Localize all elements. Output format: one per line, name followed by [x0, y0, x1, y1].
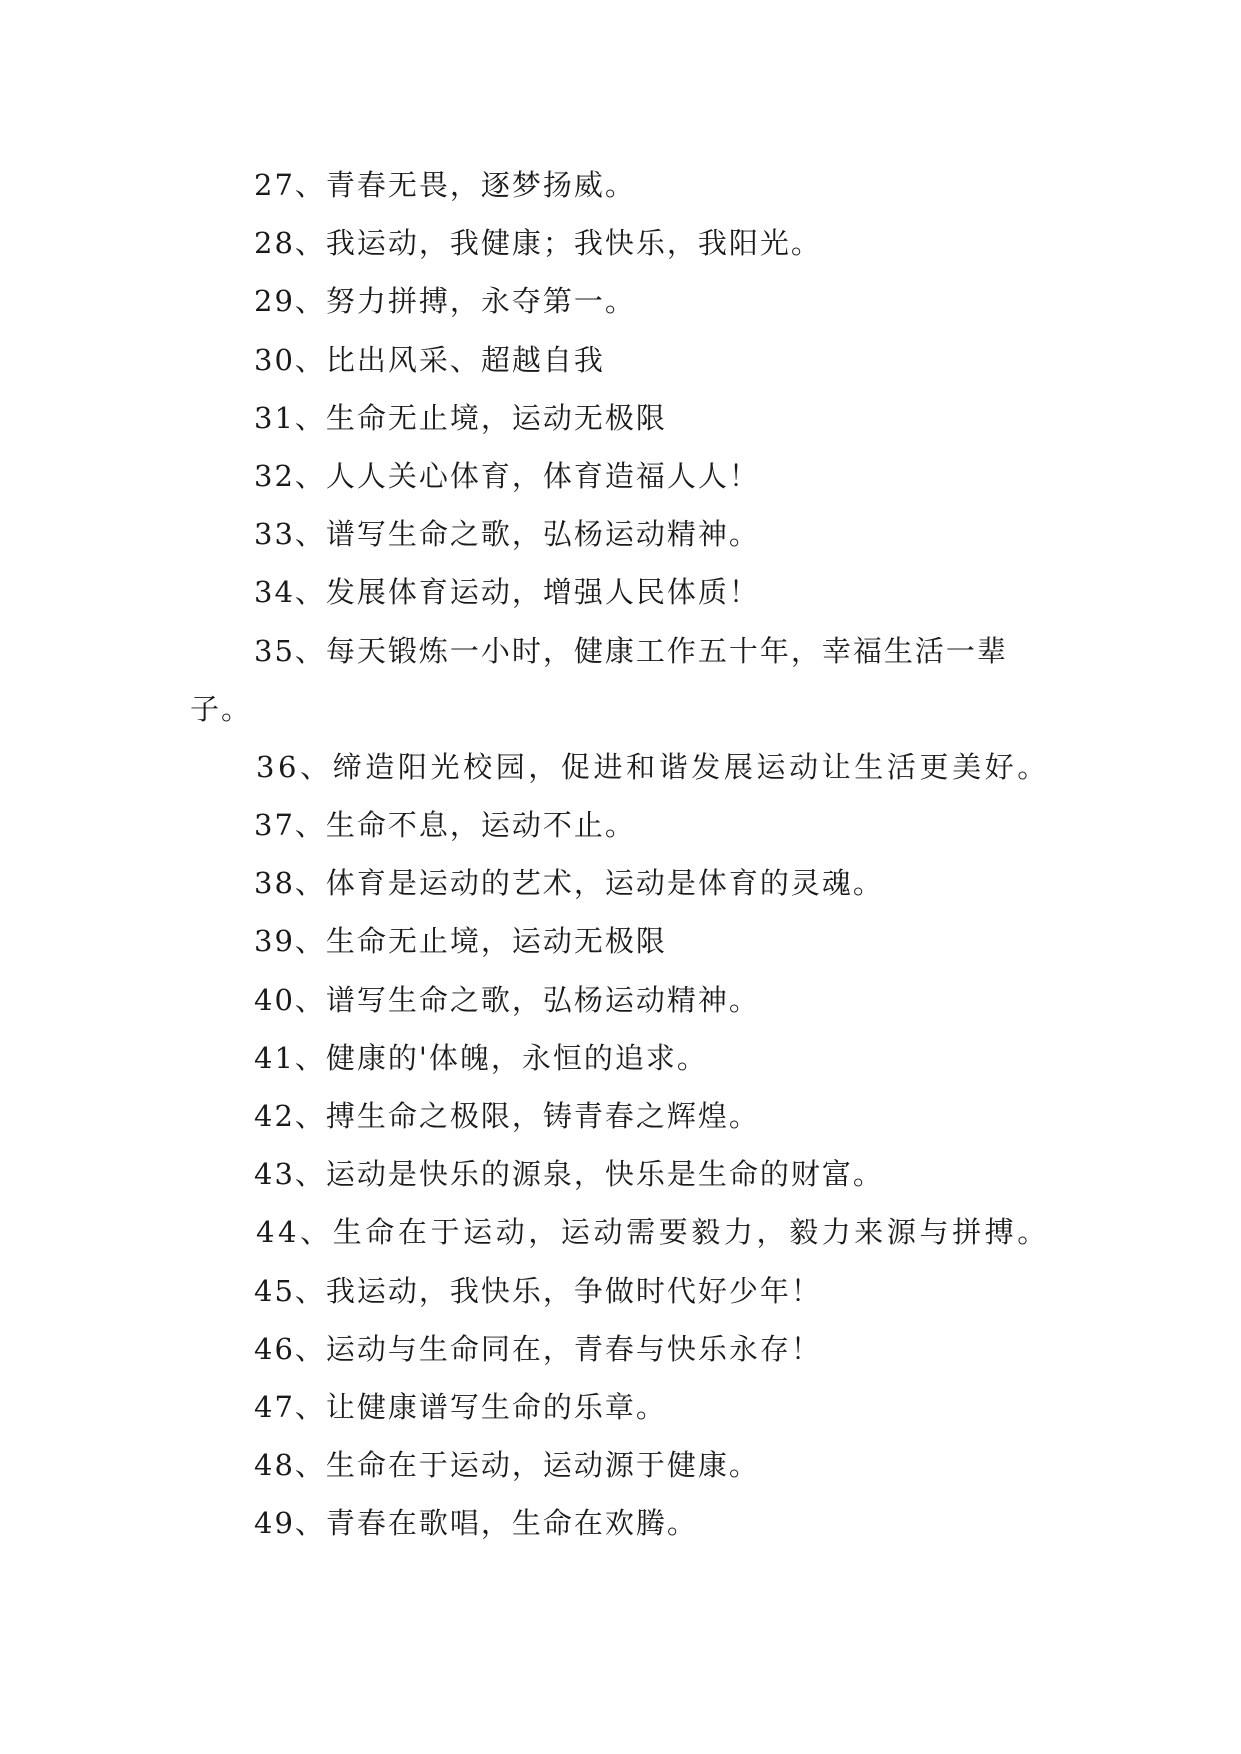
list-item: 34、发展体育运动，增强人民体质！	[254, 575, 760, 610]
list-item: 35、每天锻炼一小时，健康工作五十年，幸福生活一辈	[254, 633, 1008, 668]
document-body	[190, 156, 1070, 1553]
list-item: 39、生命无止境，运动无极限	[254, 924, 667, 959]
list-item: 44、生命在于运动，运动需要毅力，毅力来源与拼搏。	[256, 1215, 1050, 1250]
list-item: 45、我运动，我快乐，争做时代好少年！	[254, 1273, 822, 1308]
list-item: 36、缔造阳光校园，促进和谐发展运动让生活更美好。	[256, 749, 1050, 784]
list-item: 32、人人关心体育，体育造福人人！	[254, 458, 760, 493]
list-item: 41、健康的'体魄，永恒的追求。	[254, 1040, 708, 1075]
list-item: 49、青春在歌唱，生命在欢腾。	[254, 1506, 698, 1541]
list-item: 33、谱写生命之歌，弘杨运动精神。	[254, 517, 760, 552]
list-item: 48、生命在于运动，运动源于健康。	[254, 1448, 760, 1483]
list-item: 27、青春无畏，逐梦扬威。	[254, 168, 636, 202]
list-item: 46、运动与生命同在，青春与快乐永存！	[254, 1331, 822, 1366]
list-item-continuation: 子。	[190, 691, 253, 726]
list-item: 29、努力拼搏，永夺第一。	[254, 284, 636, 319]
list-item: 43、运动是快乐的源泉，快乐是生命的财富。	[254, 1157, 884, 1192]
list-item: 31、生命无止境，运动无极限	[254, 400, 667, 435]
list-item: 28、我运动，我健康；我快乐，我阳光。	[254, 226, 822, 261]
list-item: 42、搏生命之极限，铸青春之辉煌。	[254, 1099, 760, 1133]
list-item: 40、谱写生命之歌，弘杨运动精神。	[254, 982, 760, 1017]
list-item: 37、生命不息，运动不止。	[254, 808, 636, 843]
list-item: 47、让健康谱写生命的乐章。	[254, 1389, 667, 1424]
list-item: 30、比出风采、超越自我	[254, 342, 605, 377]
list-item: 38、体育是运动的艺术，运动是体育的灵魂。	[254, 866, 884, 901]
